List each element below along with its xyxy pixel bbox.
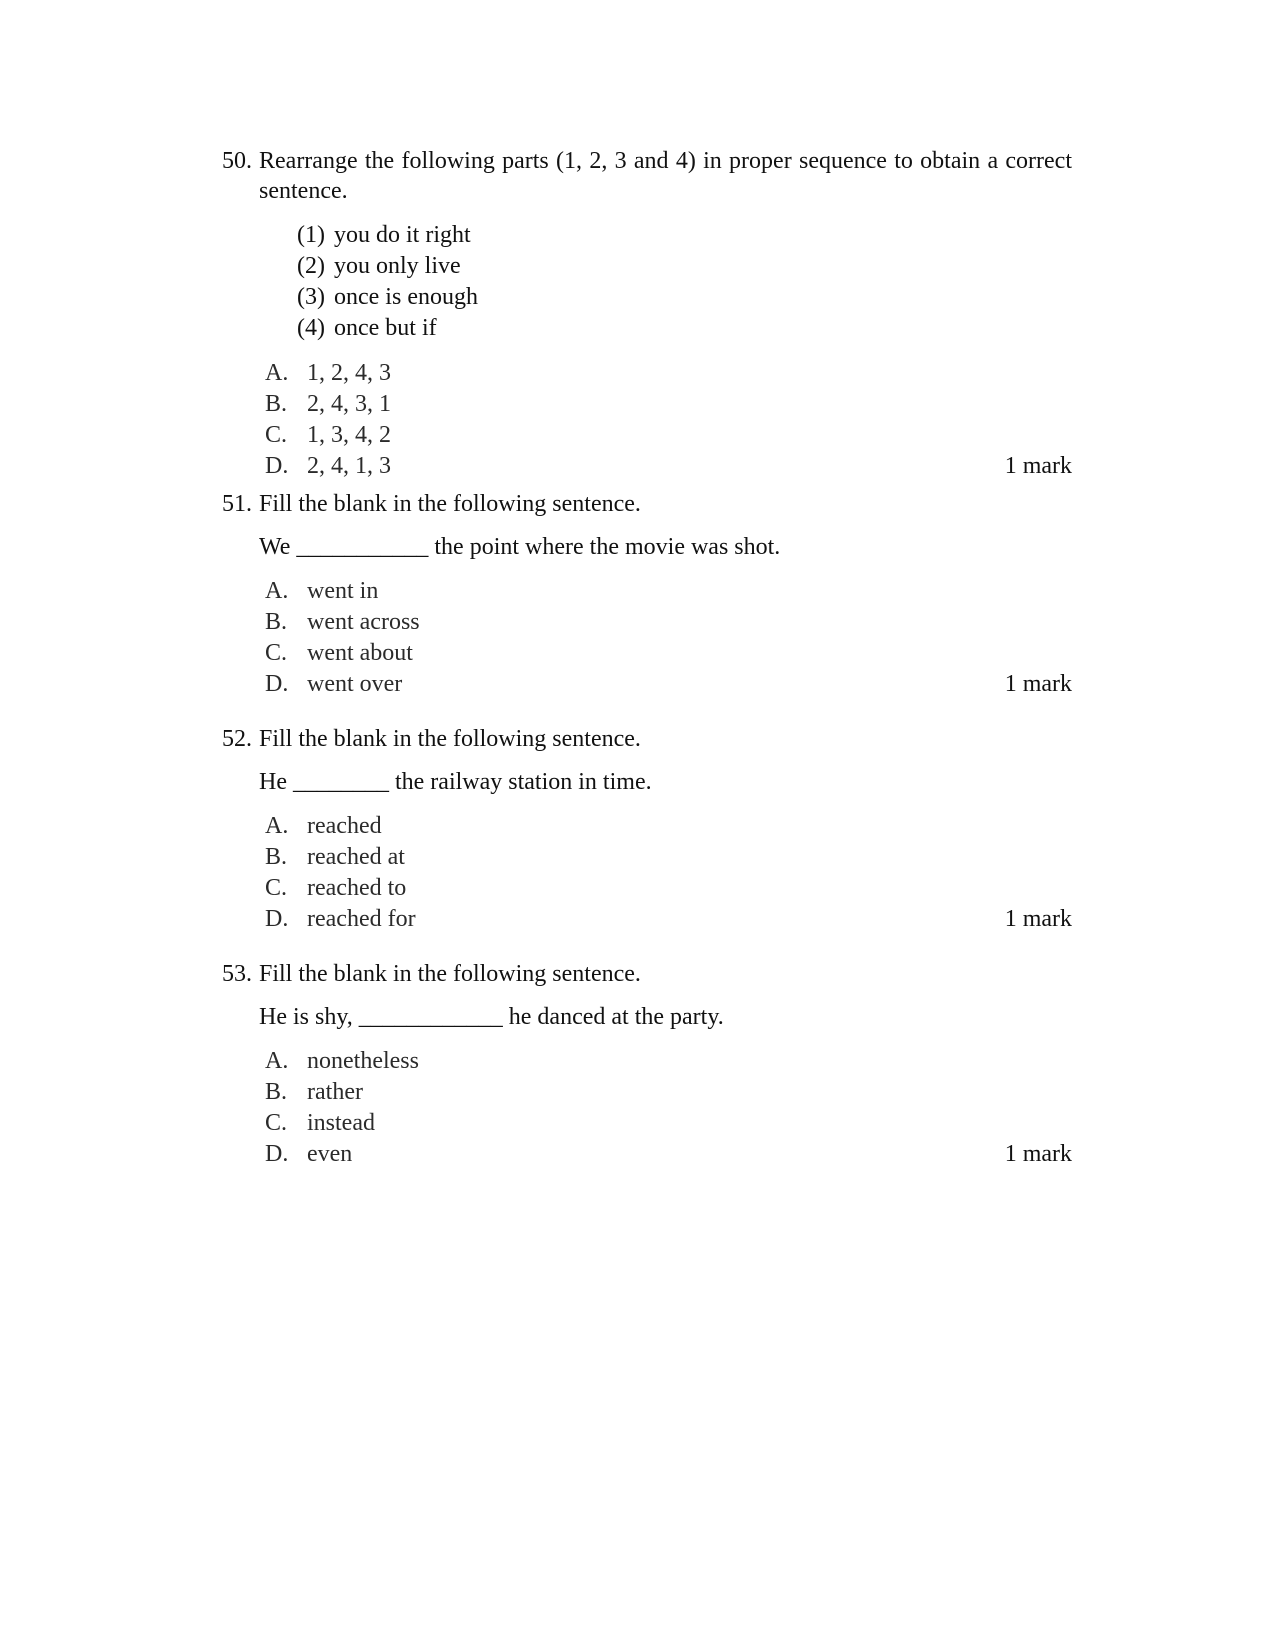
option-text: reached at <box>307 844 405 870</box>
answer-options <box>222 1046 1072 1170</box>
option-letter: C. <box>265 1110 288 1136</box>
part-label: (1) <box>297 222 325 248</box>
blank-sentence: We ___________ the point where the movie was shot. <box>259 534 781 560</box>
question-53 <box>222 959 1072 1170</box>
question-header <box>222 959 1072 989</box>
option-letter: B. <box>265 844 288 870</box>
option-c <box>222 873 1072 904</box>
option-d <box>222 1139 1072 1170</box>
option-text: went about <box>307 640 413 666</box>
option-text: went across <box>307 609 420 635</box>
option-letter: B. <box>265 391 288 417</box>
option-text: 2, 4, 3, 1 <box>307 391 391 417</box>
option-text: reached to <box>307 875 407 901</box>
option-text: 1, 2, 4, 3 <box>307 360 391 386</box>
sentence-part <box>297 313 1072 344</box>
option-letter: A. <box>265 360 289 386</box>
option-a <box>222 358 1072 389</box>
option-text: 1, 3, 4, 2 <box>307 422 391 448</box>
sentence-part <box>297 251 1072 282</box>
question-52 <box>222 724 1072 935</box>
question-50 <box>222 146 1072 482</box>
option-c <box>222 420 1072 451</box>
answer-options <box>222 358 1072 482</box>
option-b <box>222 607 1072 638</box>
part-text: once is enough <box>334 284 478 310</box>
option-letter: D. <box>265 1141 289 1167</box>
option-a <box>222 1046 1072 1077</box>
question-text: Rearrange the following parts (1, 2, 3 and 4) in proper sequence to obtain a correct sentence. <box>259 148 1072 204</box>
part-label: (2) <box>297 253 325 279</box>
option-letter: C. <box>265 422 288 448</box>
blank-sentence: He is shy, ____________ he danced at the party. <box>259 1004 724 1030</box>
question-text: Fill the blank in the following sentence. <box>259 726 641 752</box>
option-text: went in <box>307 578 379 604</box>
option-text: even <box>307 1141 353 1167</box>
option-letter: A. <box>265 813 289 839</box>
question-number: 53. <box>222 961 252 987</box>
option-text: instead <box>307 1110 375 1136</box>
option-letter: C. <box>265 875 288 901</box>
option-c <box>222 638 1072 669</box>
option-b <box>222 842 1072 873</box>
option-letter: D. <box>265 671 289 697</box>
option-letter: D. <box>265 453 289 479</box>
option-c <box>222 1108 1072 1139</box>
option-letter: A. <box>265 578 289 604</box>
option-text: reached for <box>307 906 416 932</box>
option-d <box>222 669 1072 700</box>
question-number: 51. <box>222 491 252 517</box>
sentence-part <box>297 220 1072 251</box>
answer-options <box>222 811 1072 935</box>
part-text: you do it right <box>334 222 471 248</box>
question-text: Fill the blank in the following sentence. <box>259 491 641 517</box>
option-b <box>222 1077 1072 1108</box>
question-header <box>222 489 1072 519</box>
option-a <box>222 811 1072 842</box>
question-number: 52. <box>222 726 252 752</box>
marks-label: 1 mark <box>1004 671 1072 697</box>
marks-label: 1 mark <box>1004 453 1072 479</box>
option-a <box>222 576 1072 607</box>
option-b <box>222 389 1072 420</box>
option-d <box>222 904 1072 935</box>
part-text: once but if <box>334 315 437 341</box>
question-number: 50. <box>222 148 252 174</box>
option-text: went over <box>307 671 403 697</box>
option-letter: B. <box>265 609 288 635</box>
question-text: Fill the blank in the following sentence. <box>259 961 641 987</box>
sentence-part <box>297 282 1072 313</box>
option-letter: A. <box>265 1048 289 1074</box>
option-letter: D. <box>265 906 289 932</box>
question-header <box>222 724 1072 754</box>
option-text: nonetheless <box>307 1048 419 1074</box>
question-header <box>222 146 1072 206</box>
question-51 <box>222 489 1072 700</box>
option-letter: C. <box>265 640 288 666</box>
part-label: (4) <box>297 315 325 341</box>
part-label: (3) <box>297 284 325 310</box>
option-text: rather <box>307 1079 363 1105</box>
marks-label: 1 mark <box>1004 1141 1072 1167</box>
option-text: reached <box>307 813 382 839</box>
option-text: 2, 4, 1, 3 <box>307 453 391 479</box>
option-d <box>222 451 1072 482</box>
blank-sentence: He ________ the railway station in time. <box>259 769 652 795</box>
part-text: you only live <box>334 253 461 279</box>
option-letter: B. <box>265 1079 288 1105</box>
answer-options <box>222 576 1072 700</box>
marks-label: 1 mark <box>1004 906 1072 932</box>
sentence-parts <box>297 220 1072 344</box>
